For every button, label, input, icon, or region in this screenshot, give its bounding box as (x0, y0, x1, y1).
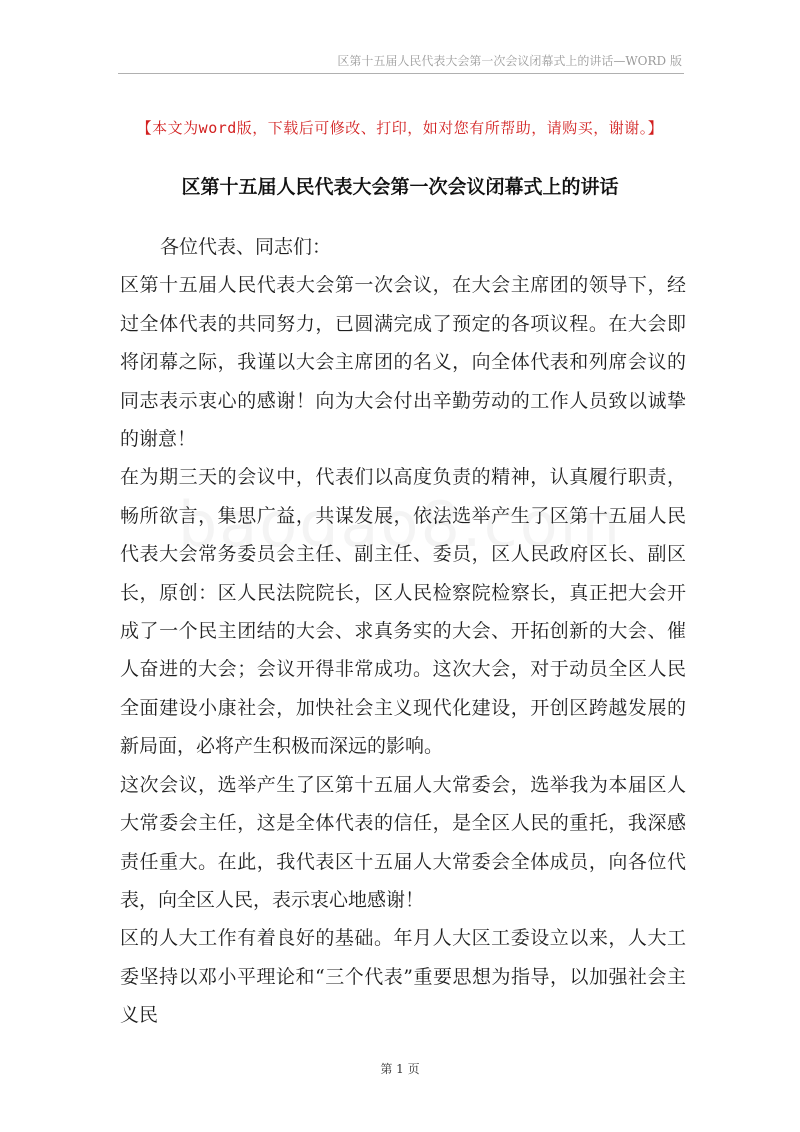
salutation: 各位代表、同志们： (160, 236, 332, 258)
document-title: 区第十五届人民代表大会第一次会议闭幕式上的讲话 (181, 176, 619, 198)
body-paragraph: 这次会议，选举产生了区第十五届人大常委会，选举我为本届区人大常委会主任，这是全体代表的信任，是全区人民的重托，我深感责任重大。在此，我代表区十五届人大常委会全体成员，向各位代表，向全区人民，表示衷心地感谢！ (120, 773, 686, 911)
body-paragraph: 在为期三天的会议中，代表们以高度负责的精神，认真履行职责，畅所欲言，集思广益，共谋发展，依法选举产生了区第十五届人民代表大会常务委员会主任、副主任、委员，区人民政府区长、副区长，原创：区人民法院院长，区人民检察院检察长，真正把大会开成了一个民主团结的大会、求真务实的大会、开拓创新的大会、催人奋进的大会；会议开得非常成功。这次大会，对于动员全区人民全面建设小康社会，加快社会主义现代化建设，开创区跨越发展的新局面，必将产生积极而深远的影响。 (120, 466, 686, 758)
running-header: 区第十五届人民代表大会第一次会议闭幕式上的讲话—WORD 版 (337, 54, 682, 68)
page-number: 第 1 页 (380, 1062, 420, 1076)
document-body (120, 228, 686, 1035)
purchase-notice: 【本文为word版，下载后可修改、打印，如对您有所帮助，请购买，谢谢。】 (136, 119, 664, 137)
header-divider (118, 73, 684, 74)
body-paragraph: 区的人大工作有着良好的基础。年月人大区工委设立以来，人大工委坚持以邓小平理论和“三个代表”重要思想为指导，以加强社会主义民 (120, 927, 686, 1027)
body-paragraph: 区第十五届人民代表大会第一次会议，在大会主席团的领导下，经过全体代表的共同努力，已圆满完成了预定的各项议程。在大会即将闭幕之际，我谨以大会主席团的名义，向全体代表和列席会议的同志表示衷心的感谢！向为大会付出辛勤劳动的工作人员致以诚挚的谢意！ (120, 274, 686, 451)
